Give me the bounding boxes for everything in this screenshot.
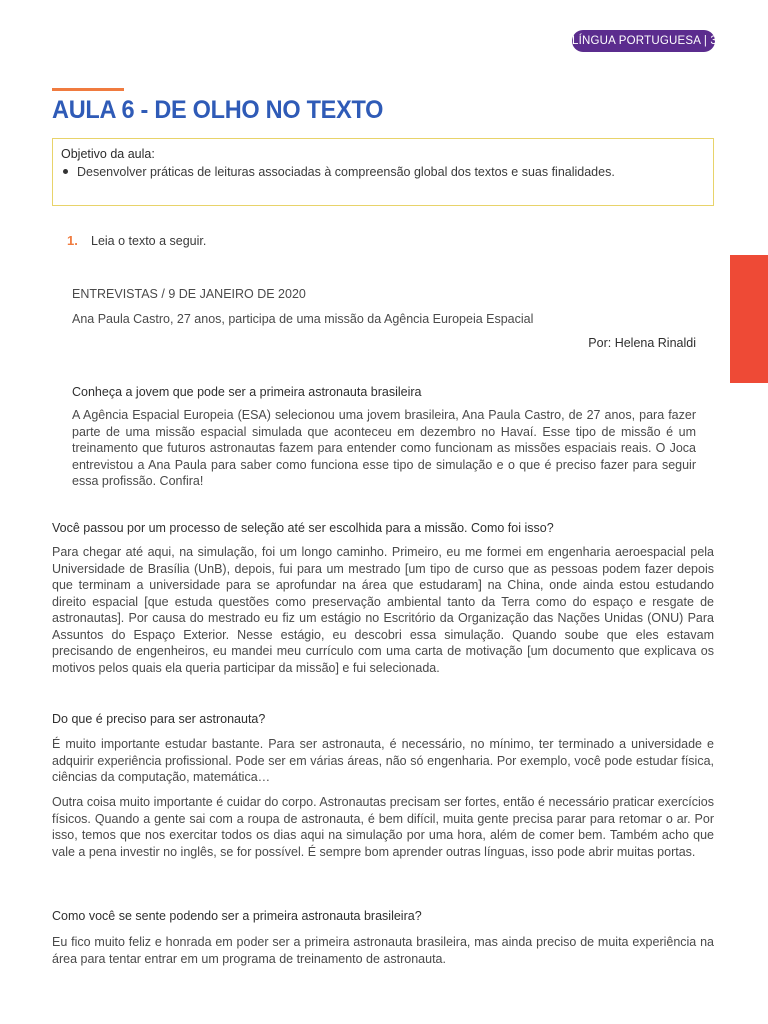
side-color-tab [730, 255, 768, 383]
interview-question-1: Você passou por um processo de seleção até ser escolhida para a missão. Como foi isso? [52, 521, 554, 535]
question-number: 1. [67, 233, 78, 248]
question-text: Leia o texto a seguir. [91, 234, 207, 248]
article-subtitle: Ana Paula Castro, 27 anos, participa de uma missão da Agência Europeia Espacial [72, 312, 534, 326]
bullet-icon [63, 169, 68, 174]
interview-answer-2a: É muito importante estudar bastante. Para ser astronauta, é necessário, no mínimo, ter terminado a universidade e adquirir experiência profissional. Pode ser em várias áreas, não só engenharia. Por exemplo, você pode estudar física, ciências da computação, matemática… [52, 737, 714, 784]
article-headline: Conheça a jovem que pode ser a primeira astronauta brasileira [72, 385, 422, 399]
lesson-title: AULA 6 - DE OLHO NO TEXTO [52, 96, 384, 124]
objective-item-text: Desenvolver práticas de leituras associadas à compreensão global dos textos e suas finalidades. [77, 165, 615, 179]
objective-box [52, 138, 714, 206]
interview-question-3: Como você se sente podendo ser a primeira astronauta brasileira? [52, 909, 422, 923]
interview-question-2: Do que é preciso para ser astronauta? [52, 712, 266, 726]
objective-title: Objetivo da aula: [61, 147, 155, 161]
subject-page-badge: LÍNGUA PORTUGUESA | 37 [572, 30, 715, 52]
article-byline: Por: Helena Rinaldi [588, 336, 696, 350]
interview-answer-2b: Outra coisa muito importante é cuidar do corpo. Astronautas precisam ser fortes, então é necessário praticar exercícios físicos. Quando a gente sai com a roupa de astronauta, é bem difícil, muita gente precisa parar para retomar o ar. Por isso, temos que nos exercitar todos os dias aqui na simulação por uma hora, além de comer bem. Também acho que vale a pena investir no inglês, se for possível. É sempre bom aprender outras línguas, isso pode abrir muitas portas. [52, 795, 714, 859]
interview-answer-1: Para chegar até aqui, na simulação, foi um longo caminho. Primeiro, eu me formei em engenharia aeroespacial pela Universidade de Brasília (UnB), depois, fui para um mestrado [um tipo de curso que as pessoas podem fazer depois que terminam a universidade para se aprofundar na área que estudaram] na China, onde ainda estou estudando direito espacial [que estuda questões como preservação ambiental tanto da Terra como do espaço e resgate de astronautas]. Por causa do mestrado eu fiz um estágio no Escritório da Organização das Nações Unidas (ONU) Para Assuntos do Espaço Exterior. Nesse estágio, eu descobri essa simulação. Quando soube que eles estavam precisando de engenheiros, eu mandei meu currículo com uma carta de motivação [um documento que explicava os motivos pelos quais ela queria participar da missão] e fui selecionada. [52, 545, 714, 675]
interview-answer-3: Eu fico muito feliz e honrada em poder ser a primeira astronauta brasileira, mas ainda preciso de muita experiência na área para tentar entrar em um programa de treinamento de astronauta. [52, 935, 714, 966]
article-meta: ENTREVISTAS / 9 DE JANEIRO DE 2020 [72, 287, 306, 301]
title-accent-rule [52, 88, 124, 91]
objective-item [63, 165, 615, 179]
article-intro: A Agência Espacial Europeia (ESA) selecionou uma jovem brasileira, Ana Paula Castro, de 27 anos, para fazer parte de uma missão espacial simulada que aconteceu em dezembro no Havaí. Esse tipo de missão é um treinamento que futuros astronautas fazem para entender como funcionam as missões espaciais reais. O Joca entrevistou a Ana Paula para saber como funciona esse tipo de simulação e o que é preciso fazer para seguir essa profissão. Confira! [72, 408, 696, 488]
